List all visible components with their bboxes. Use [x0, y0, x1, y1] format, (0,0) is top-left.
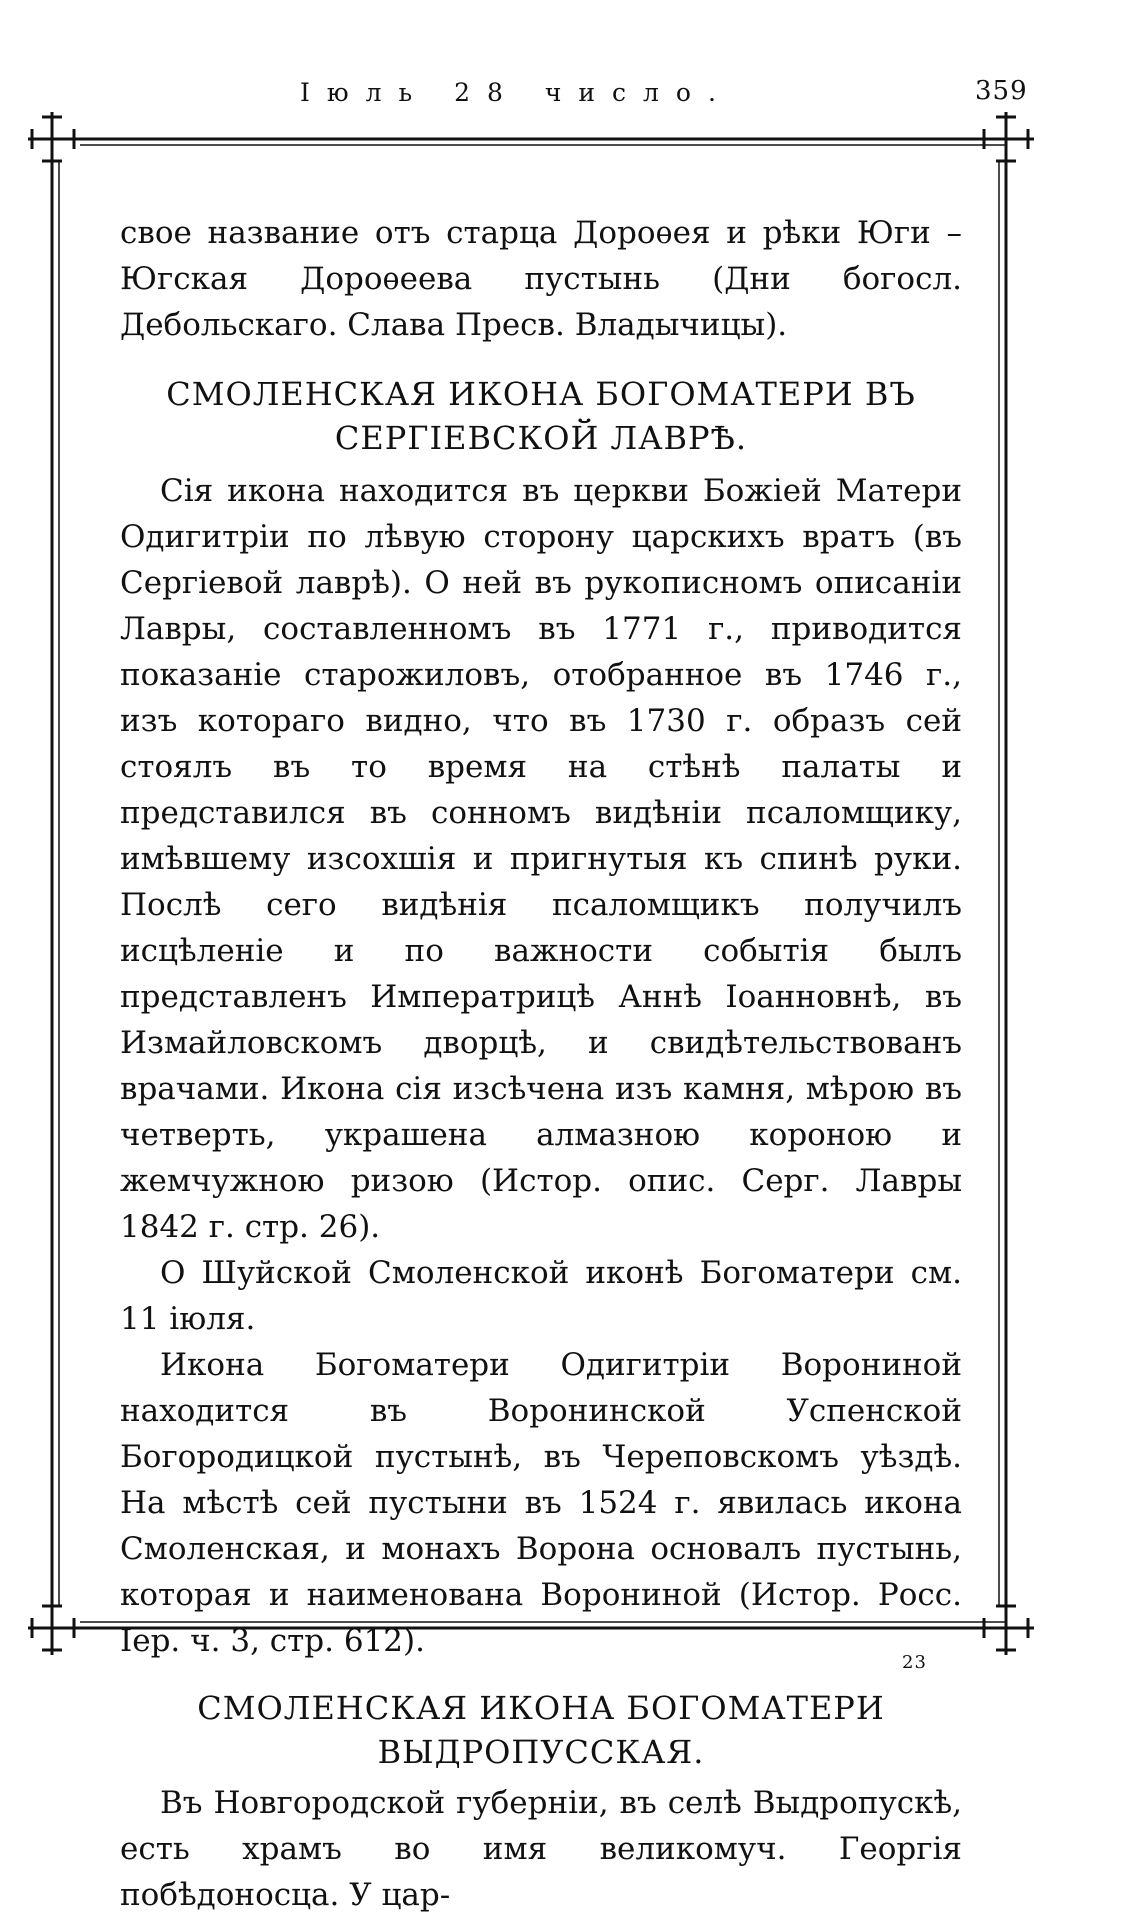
corner-ornament-icon [980, 1601, 1034, 1655]
corner-ornament-icon [28, 1601, 80, 1655]
main-text [120, 210, 962, 1918]
paragraph-shuya-reference: О Шуйской Смоленской иконѣ Богоматери см. 11 іюля. [120, 1255, 962, 1337]
paragraph-voronina-icon: Икона Богоматери Одигитріи Ворониной находится въ Воронинской Успенской Богородицкой пустынѣ, въ Череповскомъ уѣздѣ. На мѣстѣ сей пустыни въ 1524 г. явилась икона Смоленская, и монахъ Ворона основалъ пустынь, которая и наименована Ворониной (Истор. Росс. Іер. ч. 3, стр. 612). [120, 1347, 962, 1659]
corner-ornament-icon [28, 112, 80, 166]
paragraph-vydropusk: Въ Новгородской губерніи, въ селѣ Выдропускѣ, есть храмъ во имя великомуч. Георгія побѣдоносца. У цар- [120, 1785, 962, 1913]
page-number: 359 [975, 76, 1028, 106]
signature-mark: 23 [902, 1652, 927, 1673]
corner-ornament-icon [980, 112, 1034, 166]
paragraph-sergiev-icon: Сія икона находится въ церкви Божіей Матери Одигитріи по лѣвую сторону царскихъ вратъ (въ Сергіевой лаврѣ). О ней въ рукописномъ описаніи Лавры, составленномъ въ 1771 г., приводится показаніе старожиловъ, отобранное въ 1746 г., изъ котораго видно, что въ 1730 г. образъ сей стоялъ въ то время на стѣнѣ палаты и представился въ сонномъ видѣніи псаломщику, имѣвшему изсохшія и пригнутыя къ спинѣ руки. Послѣ сего видѣнія псаломщикъ получилъ исцѣленіе и по важности событія былъ представленъ Императрицѣ Аннѣ Іоанновнѣ, въ Измайловскомъ дворцѣ, и свидѣтельствованъ врачами. Икона сія изсѣчена изъ камня, мѣрою въ четверть, украшена алмазною короною и жемчужною ризою (Истор. опис. Серг. Лавры 1842 г. стр. 26). [120, 473, 962, 1245]
section-heading-sergiev-lavra: СМОЛЕНСКАЯ ИКОНА БОГОМАТЕРИ ВЪ СЕРГІЕВСКОЙ ЛАВРѢ. [166, 375, 916, 457]
opening-paragraph: свое название отъ старца Дороѳея и рѣки Юги – Югская Дороѳеева пустынь (Дни богосл. Дебольскаго. Слава Пресв. Владычицы). [120, 215, 962, 343]
running-title: Іюль 28 число. [300, 78, 733, 107]
section-heading-vydropusk: СМОЛЕНСКАЯ ИКОНА БОГОМАТЕРИ ВЫДРОПУССКАЯ. [197, 1689, 885, 1771]
